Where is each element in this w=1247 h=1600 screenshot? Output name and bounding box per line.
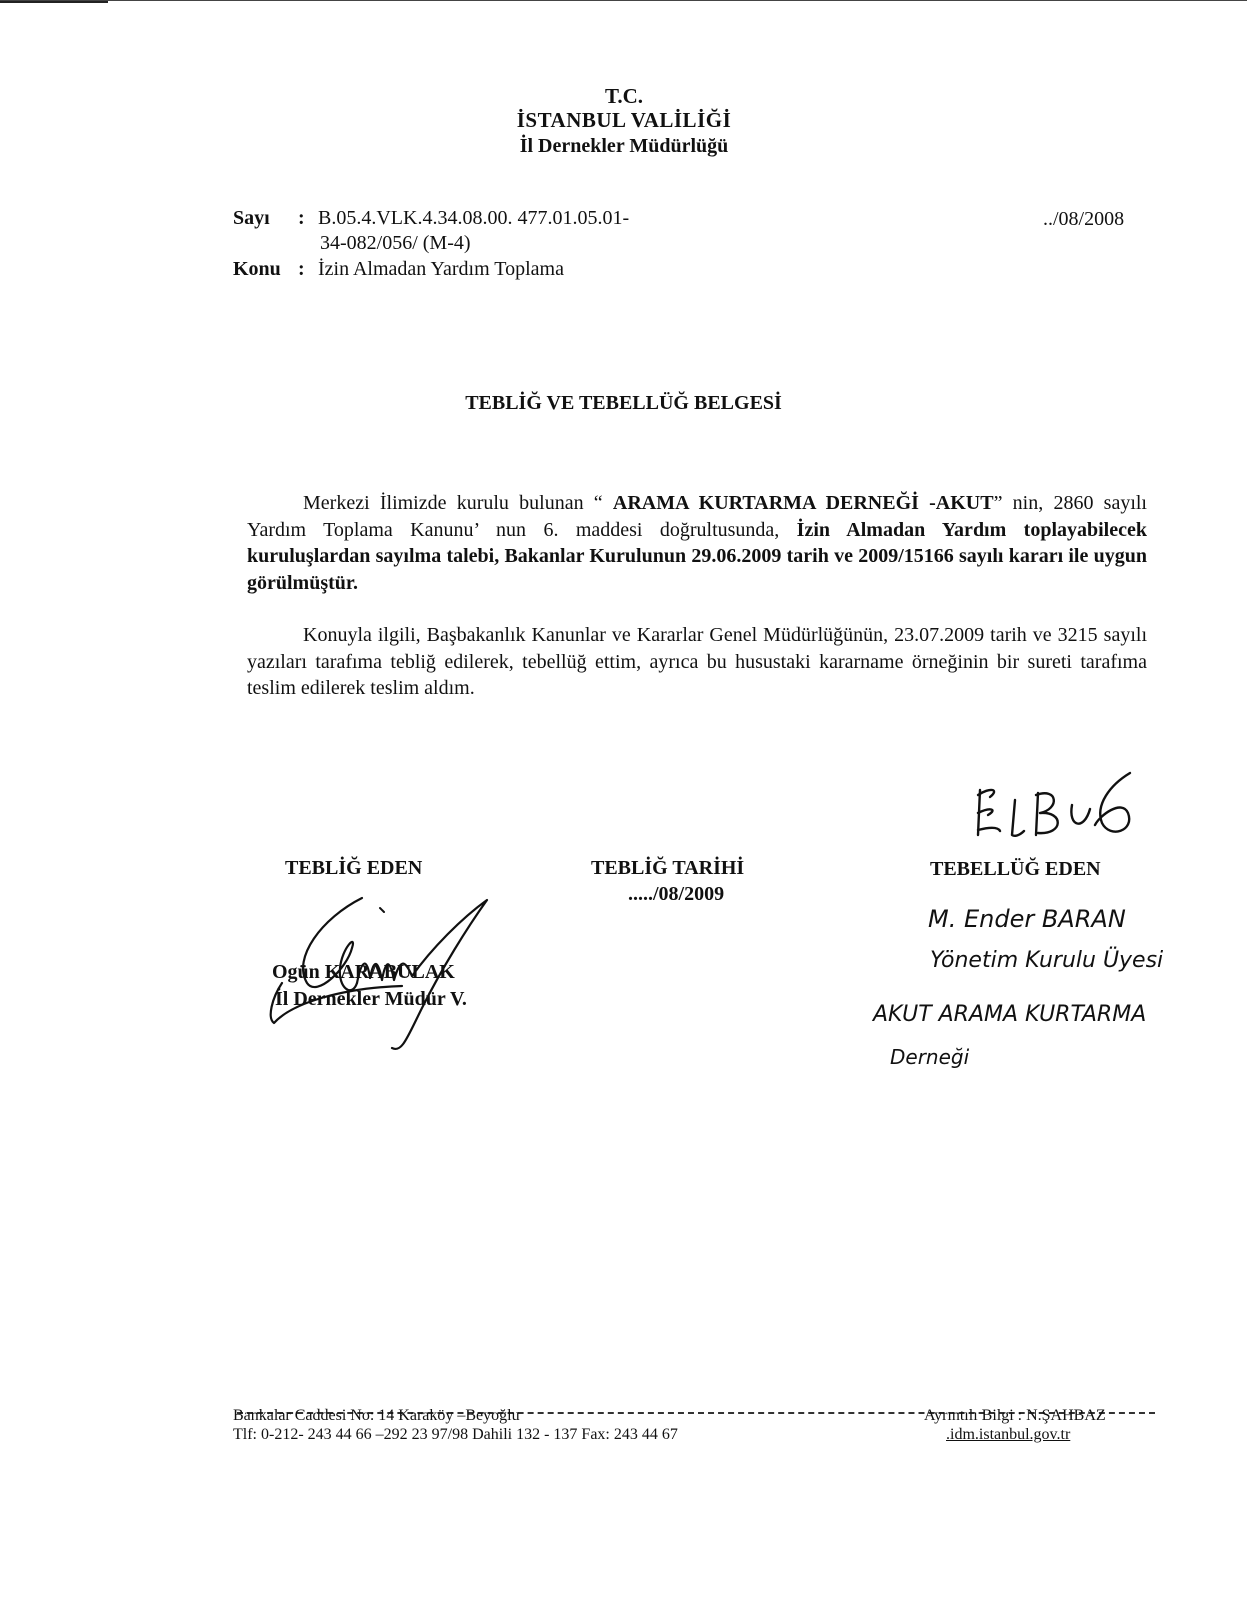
tebelluq-eden-label: TEBELLÜĞ EDEN <box>930 858 1101 880</box>
header-valilik: İSTANBUL VALİLİĞİ <box>516 108 732 132</box>
footer-phone: Tlf: 0-212- 243 44 66 –292 23 97/98 Dahili 132 - 137 Fax: 243 44 67 <box>233 1426 678 1443</box>
header-mudurluk: İl Dernekler Müdürlüğü <box>519 135 729 157</box>
footer-info: Ayrıntılı Bilgi : N.ŞAHBAZ <box>924 1407 1106 1424</box>
receiver-signature <box>960 765 1140 845</box>
receiver-handwritten-name: M. Ender BARAN <box>928 905 1126 933</box>
sayi-value-line2: 34-082/056/ (M-4) <box>320 232 471 254</box>
teblig-eden-label: TEBLİĞ EDEN <box>285 857 423 879</box>
p2-text: Konuyla ilgili, Başbakanlık Kanunlar ve Kararlar Genel Müdürlüğünün, 23.07.2009 tarih ve 3215 sayılı yazıları tarafıma tebliğ edilerek, tebellüğ ettim, ayrıca bu husustaki kararname örneğinin bir sureti tarafıma teslim edilerek teslim aldım. <box>247 624 1147 699</box>
teblig-tarihi-label: TEBLİĞ TARİHİ <box>591 857 745 879</box>
official-title: İl Dernekler Müdür V. <box>275 988 467 1010</box>
p1-organization: ARAMA KURTARMA DERNEĞİ -AKUT <box>612 492 994 514</box>
p1-intro: Merkezi İlimizde kurulu bulunan “ <box>303 492 613 514</box>
konu-label: Konu <box>233 258 281 280</box>
receiver-handwritten-role: Yönetim Kurulu Üyesi <box>930 948 1164 973</box>
footer-website[interactable]: .idm.istanbul.gov.tr <box>946 1426 1071 1443</box>
body-paragraph-2 <box>247 622 1147 702</box>
konu-colon: : <box>298 258 305 280</box>
scan-edge <box>0 0 1247 8</box>
document-date: ../08/2008 <box>1043 208 1125 230</box>
official-signature <box>262 888 502 1058</box>
header-tc: T.C. <box>604 84 644 108</box>
p1-middle: ” nin, 2860 sayılı Yardım Toplama Kanunu’ nun 6. maddesi doğrultusunda, <box>247 492 1147 541</box>
p1-decision: İzin Almadan Yardım toplayabilecek kuruluşlardan sayılma talebi, Bakanlar Kurulunun 29.06.2009 tarih ve 2009/15166 sayılı kararı ile uygun görülmüştür. <box>247 518 1147 594</box>
sayi-colon: : <box>298 207 305 229</box>
document-title: TEBLİĞ VE TEBELLÜĞ BELGESİ <box>465 392 782 414</box>
receiver-handwritten-org-2: Derneği <box>890 1045 970 1069</box>
receiver-handwritten-org: AKUT ARAMA KURTARMA <box>873 1002 1147 1027</box>
official-name: Ogün KARABULAK <box>272 961 455 983</box>
konu-value: İzin Almadan Yardım Toplama <box>318 258 564 280</box>
teblig-tarihi-value: ...../08/2009 <box>628 883 725 905</box>
sayi-value-line1: B.05.4.VLK.4.34.08.00. 477.01.05.01- <box>318 207 630 229</box>
footer-address: Bankalar Caddesi No: 14 Karaköy –Beyoğlu <box>233 1407 520 1424</box>
sayi-label: Sayı <box>233 207 270 229</box>
body-paragraph-1 <box>247 490 1147 596</box>
